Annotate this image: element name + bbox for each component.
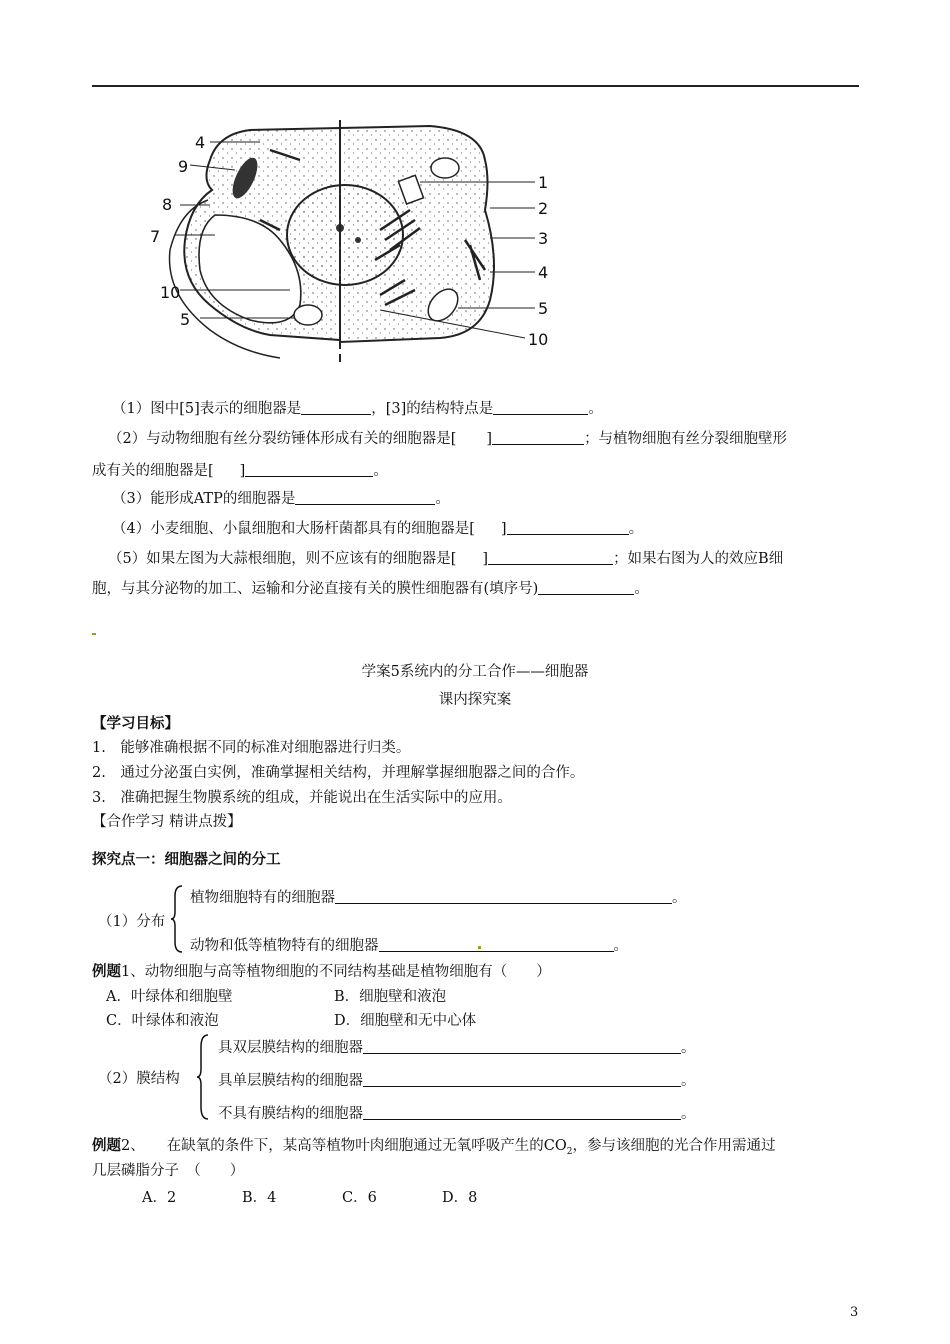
option-d[interactable]: D．8: [442, 1190, 478, 1206]
diagram-label: 10: [528, 330, 549, 349]
option-c[interactable]: C．叶绿体和液泡: [106, 1013, 219, 1029]
option-a[interactable]: A．2: [142, 1190, 177, 1206]
brace-icon: [196, 1033, 210, 1121]
goal-item: 1. 能够准确根据不同的标准对细胞器进行归类。: [92, 740, 411, 756]
answer-blank[interactable]: [335, 888, 672, 904]
question-3: （3）能形成ATP的细胞器是 。: [112, 491, 450, 507]
diagram-label: 4: [538, 263, 549, 282]
question-2-cont: 成有关的细胞器是[ ] 。: [92, 463, 388, 479]
question-4: （4）小麦细胞、小鼠细胞和大肠杆菌都具有的细胞器是[ ] 。: [112, 521, 644, 537]
option-b[interactable]: B．4: [242, 1190, 277, 1206]
answer-blank[interactable]: [538, 579, 634, 595]
section-subtitle: 课内探究案: [438, 692, 512, 708]
membrane-label: （2）膜结构: [98, 1071, 180, 1087]
answer-blank[interactable]: [507, 519, 629, 535]
option-c[interactable]: C．6: [342, 1190, 377, 1206]
point-heading: 探究点一：细胞器之间的分工: [92, 851, 281, 868]
answer-blank[interactable]: [363, 1104, 681, 1120]
answer-blank[interactable]: [488, 549, 613, 565]
distribution-line-2: 动物和低等植物特有的细胞器 。: [190, 938, 628, 954]
answer-blank[interactable]: [379, 936, 614, 952]
diagram-label: 1: [538, 173, 549, 192]
answer-blank[interactable]: [492, 429, 584, 445]
example-2: 例题2、 在缺氧的条件下，某高等植物叶肉细胞通过无氧呼吸产生的$CO_2$，参与该细胞的光合作用需通过: [92, 1137, 776, 1157]
header-rule: [92, 85, 859, 87]
goals-header: 【学习目标】: [92, 715, 179, 732]
distribution-label: （1）分布: [98, 914, 166, 930]
goal-item: 3. 准确把握生物膜系统的组成，并能说出在生活实际中的应用。: [92, 790, 512, 806]
membrane-line-2: 具单层膜结构的细胞器 。: [218, 1073, 696, 1089]
page-number: 3: [850, 1305, 859, 1320]
example-1: 例题1、动物细胞与高等植物细胞的不同结构基础是植物细胞有（ ）: [92, 963, 551, 980]
answer-blank[interactable]: [363, 1038, 681, 1054]
example-2-cont: 几层磷脂分子 （ ）: [92, 1163, 245, 1179]
brace-icon: [170, 884, 184, 954]
question-2: （2）与动物细胞有丝分裂纺锤体形成有关的细胞器是[ ] ；与植物细胞有丝分裂细胞壁形: [108, 431, 788, 447]
question-5: （5）如果左图为大蒜根细胞，则不应该有的细胞器是[ ] ；如果右图为人的效应B细: [108, 551, 784, 567]
question-5-cont: 胞，与其分泌物的加工、运输和分泌直接有关的膜性细胞器有(填序号) 。: [92, 581, 649, 597]
answer-blank[interactable]: [295, 489, 435, 505]
coop-header: 【合作学习 精讲点拨】: [92, 814, 242, 830]
section-title: 学案5系统内的分工合作——细胞器: [361, 664, 589, 680]
cell-diagram: [140, 120, 570, 368]
diagram-label: 3: [538, 229, 549, 248]
diagram-label: 2: [538, 199, 549, 218]
diagram-label: 7: [150, 227, 161, 246]
diagram-label: 4: [195, 133, 206, 152]
question-1: （1）图中[5]表示的细胞器是 ，[3]的结构特点是 。: [112, 401, 603, 417]
answer-blank[interactable]: [363, 1071, 681, 1087]
answer-blank[interactable]: [301, 399, 371, 415]
answer-blank[interactable]: [245, 461, 373, 477]
distribution-line-1: 植物细胞特有的细胞器 。: [190, 890, 687, 906]
option-d[interactable]: D．细胞壁和无中心体: [334, 1013, 477, 1029]
stray-mark: [92, 633, 96, 635]
option-b[interactable]: B．细胞壁和液泡: [334, 989, 447, 1005]
answer-blank[interactable]: [493, 399, 588, 415]
goal-item: 2. 通过分泌蛋白实例，准确掌握相关结构，并理解掌握细胞器之间的合作。: [92, 765, 585, 781]
membrane-line-1: 具双层膜结构的细胞器 。: [218, 1040, 696, 1056]
diagram-label: 9: [178, 157, 189, 176]
diagram-label: 5: [180, 310, 191, 329]
diagram-label: 8: [162, 195, 173, 214]
stray-mark: [478, 946, 481, 949]
diagram-label: 5: [538, 299, 549, 318]
option-a[interactable]: A．叶绿体和细胞壁: [106, 989, 233, 1005]
membrane-line-3: 不具有膜结构的细胞器 。: [218, 1106, 696, 1122]
diagram-label: 10: [160, 283, 181, 302]
